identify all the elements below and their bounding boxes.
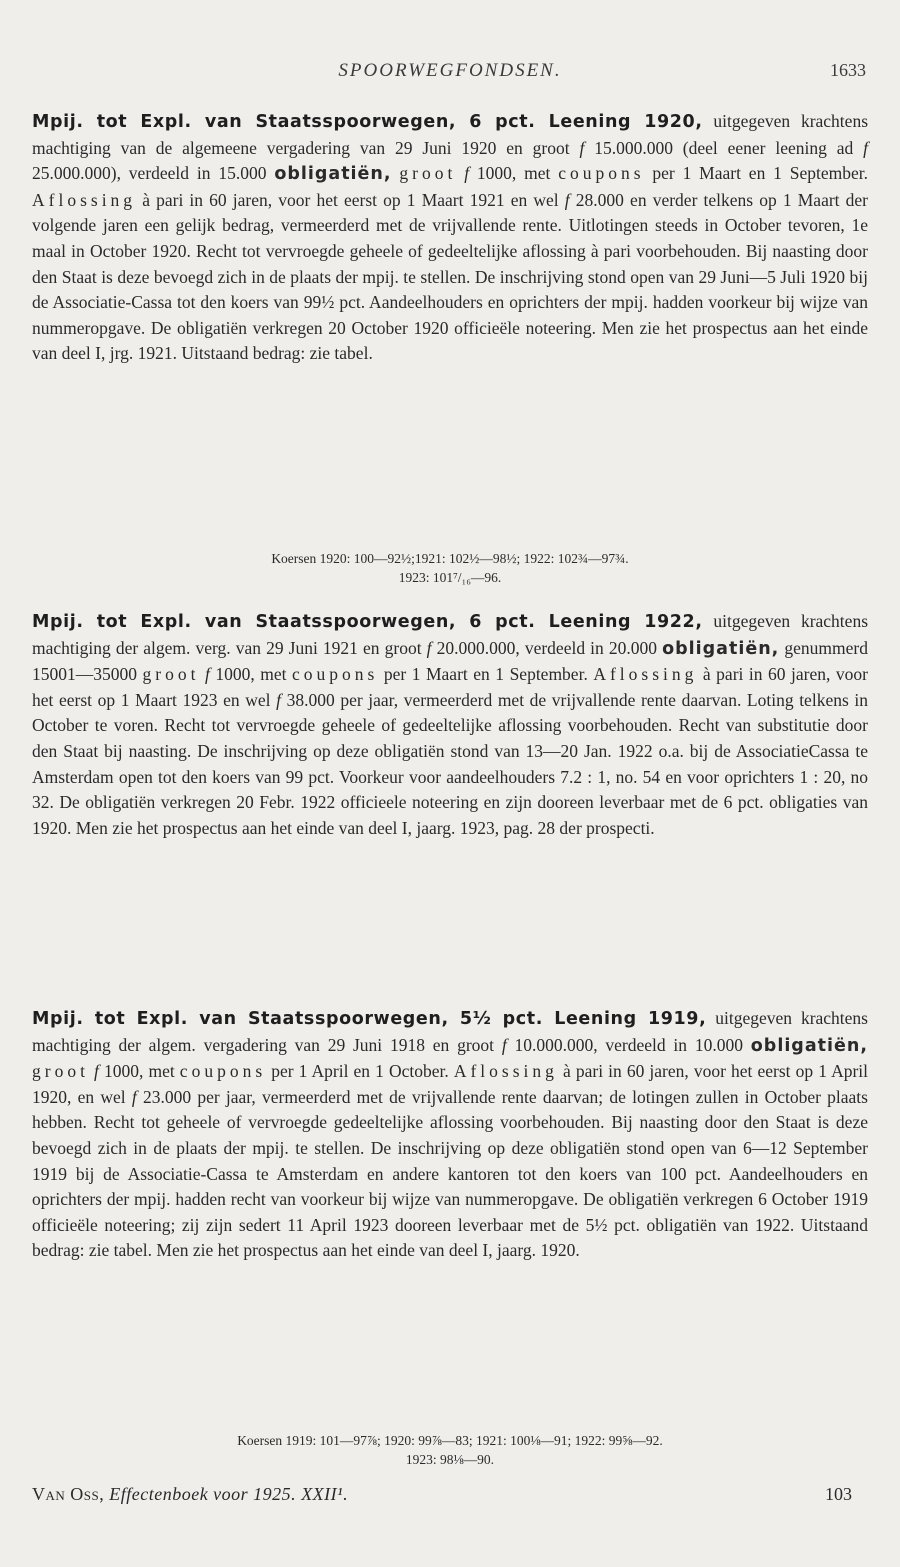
- guilder-symbol: f: [579, 137, 585, 158]
- entry-text: à pari in 60 jaren, voor het eerst op 1 Maart 1923 en wel: [32, 664, 868, 710]
- entry-text: 38.000 per jaar, vermeerderd met de vrijvallende rente daarvan. Loting telkens in October te voren. Recht tot vervroegde geheele of gedeeltelijke aflossing voorbehouden. Recht van substitutie door den Staat bij naasting. De inschrijving op deze obligatiën stond van 13—20 Jan. 1922 o.a. bij de AssociatieCassa te Amsterdam open tot den koers van 99 pct. Voorkeur voor aandeelhouders 7.2 : 1, no. 54 en voor oprichters 1 : 20, no 32. De obligatiën verkregen 20 Febr. 1922 officieele noteering en zijn dooreen leverbaar met de 6 pct. obligaties van 1920. Men zie het prospectus aan het einde van deel I, jaarg. 1923, pag. 28 der prospecti.: [32, 689, 868, 838]
- entry-text: 1000, met: [98, 1061, 180, 1082]
- spaced-keyword: coupons: [292, 664, 379, 685]
- quotations-line: Koersen 1919: 101—97⅞; 1920: 99⅞—83; 1921: 100⅛—91; 1922: 99⅝—92.: [237, 1433, 663, 1448]
- guilder-symbol: f: [204, 664, 210, 685]
- entry-text: genummerd 15001—35000: [32, 637, 869, 685]
- footer-volume: XXII¹.: [301, 1484, 349, 1504]
- quotations-line: 1923: 101⁷/₁₆—96.: [398, 570, 502, 585]
- entry-text: 28.000 en verder telkens op 1 Maart der volgende jaren een gelijk bedrag, vermeerderd met de vrijvallende rente. Uitlotingen steeds in October tevoren, 1e maal in October 1920. Recht tot vervroegde geheele of gedeeltelijke aflossing à pari voorbehouden. Bij naasting door den Staat is deze bevoegd zich in de plaats der mpij. te stellen. De inschrijving stond open van 29 Juni—5 Juli 1920 bij de Associatie-Cassa tot den koers van 99½ pct. Aandeelhouders en oprichters der mpij. hadden voorkeur bij wijze van nummeropgave. De obligatiën verkregen 20 October 1920 officieële noteering. Men zie het prospectus aan het einde van deel I, jrg. 1921. Uitstaand bedrag: zie tabel.: [32, 189, 869, 364]
- quotations-line: 1923: 98⅛—90.: [405, 1452, 495, 1467]
- entry-text: 23.000 per jaar, vermeerderd met de vrijvallende rente daarvan; de lotingen zullen in October plaats hebben. Recht tot geheele of vervroegde gedeeltelijke aflossing voorbehouden. Bij naasting door den Staat is deze bevoegd zich in de plaats der mpij. te stellen. De inschrijving op deze obligatiën stond open van 6—12 September 1919 bij de Associatie-Cassa te Amsterdam en andere kantoren tot den koers van 100 pct. Aandeelhouders en oprichters der mpij. hadden recht van voorkeur bij wijze van nummeropgave. De obligatiën verkregen 6 October 1919 officieële noteering; zij zijn sedert 11 April 1923 dooreen leverbaar met de 5½ pct. obligatiën van 1922. Uitstaand bedrag: zie tabel. Men zie het prospectus aan het einde van deel I, jaarg. 1920.: [32, 1086, 868, 1261]
- guilder-symbol: f: [501, 1034, 507, 1055]
- entry-text: per 1 Maart en 1 September.: [378, 664, 594, 685]
- bond-keyword: obligatiën,: [750, 1035, 868, 1056]
- running-header: [32, 60, 868, 88]
- entry-text: 20.000.000, verdeeld in 20.000: [431, 637, 663, 658]
- guilder-symbol: f: [131, 1086, 137, 1107]
- entry-1920-loan: [32, 109, 868, 367]
- guilder-symbol: f: [426, 637, 432, 658]
- page-footer: [32, 1484, 868, 1510]
- footer-book-title: Effectenboek voor 1925.: [109, 1484, 297, 1504]
- guilder-symbol: f: [94, 1061, 99, 1082]
- entry-title: Mpij. tot Expl. van Staatsspoorwegen, 5½ pct. Leening 1919,: [32, 1009, 707, 1029]
- guilder-symbol: f: [863, 137, 868, 158]
- entry-text: 15.000.000 (deel eener leening ad: [584, 137, 864, 158]
- quotations-1920-loan: [32, 549, 868, 587]
- entry-1922-loan: [32, 609, 868, 841]
- guilder-symbol: f: [464, 163, 470, 184]
- running-title: SPOORWEGFONDSEN.: [338, 60, 562, 81]
- spaced-keyword: groot: [32, 1061, 89, 1082]
- entry-text: à pari in 60 jaren, voor het eerst op 1 Maart 1921 en wel: [136, 189, 565, 210]
- entry-text: 25.000.000), verdeeld in 15.000: [32, 163, 275, 184]
- entry-text: [456, 163, 464, 183]
- bond-keyword: obligatiën,: [662, 638, 780, 659]
- footer-citation: [32, 1484, 348, 1505]
- entry-title: Mpij. tot Expl. van Staatsspoorwegen, 6 pct. Leening 1920,: [32, 112, 703, 132]
- spaced-keyword: Aflossing: [32, 189, 137, 210]
- entry-text: uitgegeven krachtens machtiging van de algemeene vergadering van 29 Juni 1920 en groot: [32, 111, 868, 158]
- spaced-keyword: groot: [142, 664, 200, 685]
- guilder-symbol: f: [276, 689, 281, 710]
- spaced-keyword: Aflossing: [593, 664, 698, 685]
- entry-text: 1000, met: [209, 664, 293, 685]
- entry-text: 1000, met: [469, 163, 559, 184]
- entry-text: 10.000.000, verdeeld in 10.000: [506, 1034, 751, 1055]
- entry-text: uitgegeven krachtens machtiging der algem. vergadering van 29 Juni 1918 en groot: [32, 1008, 868, 1055]
- entry-1919-loan: [32, 1006, 868, 1264]
- entry-text: à pari in 60 jaren, voor het eerst op 1 April 1920, en wel: [32, 1061, 869, 1107]
- spaced-keyword: coupons: [558, 163, 645, 184]
- entry-text: per 1 April en 1 October.: [266, 1061, 454, 1082]
- page-number-bottom: 103: [825, 1484, 852, 1504]
- entry-text: per 1 Maart en 1 September.: [644, 163, 868, 184]
- guilder-symbol: f: [564, 189, 570, 210]
- spaced-keyword: coupons: [179, 1061, 267, 1082]
- entry-title: Mpij. tot Expl. van Staatsspoorwegen, 6 pct. Leening 1922,: [32, 612, 703, 632]
- quotations-line: Koersen 1920: 100—92½;1921: 102½—98½; 1922: 102¾—97¾.: [271, 551, 629, 566]
- spaced-keyword: groot: [399, 163, 457, 184]
- page-number-top: 1633: [830, 60, 866, 80]
- quotations-1919-loan: [32, 1431, 868, 1469]
- entry-text: uitgegeven krachtens machtiging der algem. verg. van 29 Juni 1921 en groot: [32, 611, 868, 658]
- spaced-keyword: Aflossing: [453, 1061, 558, 1082]
- footer-author: Van Oss,: [32, 1484, 105, 1504]
- bond-keyword: obligatiën,: [274, 164, 392, 185]
